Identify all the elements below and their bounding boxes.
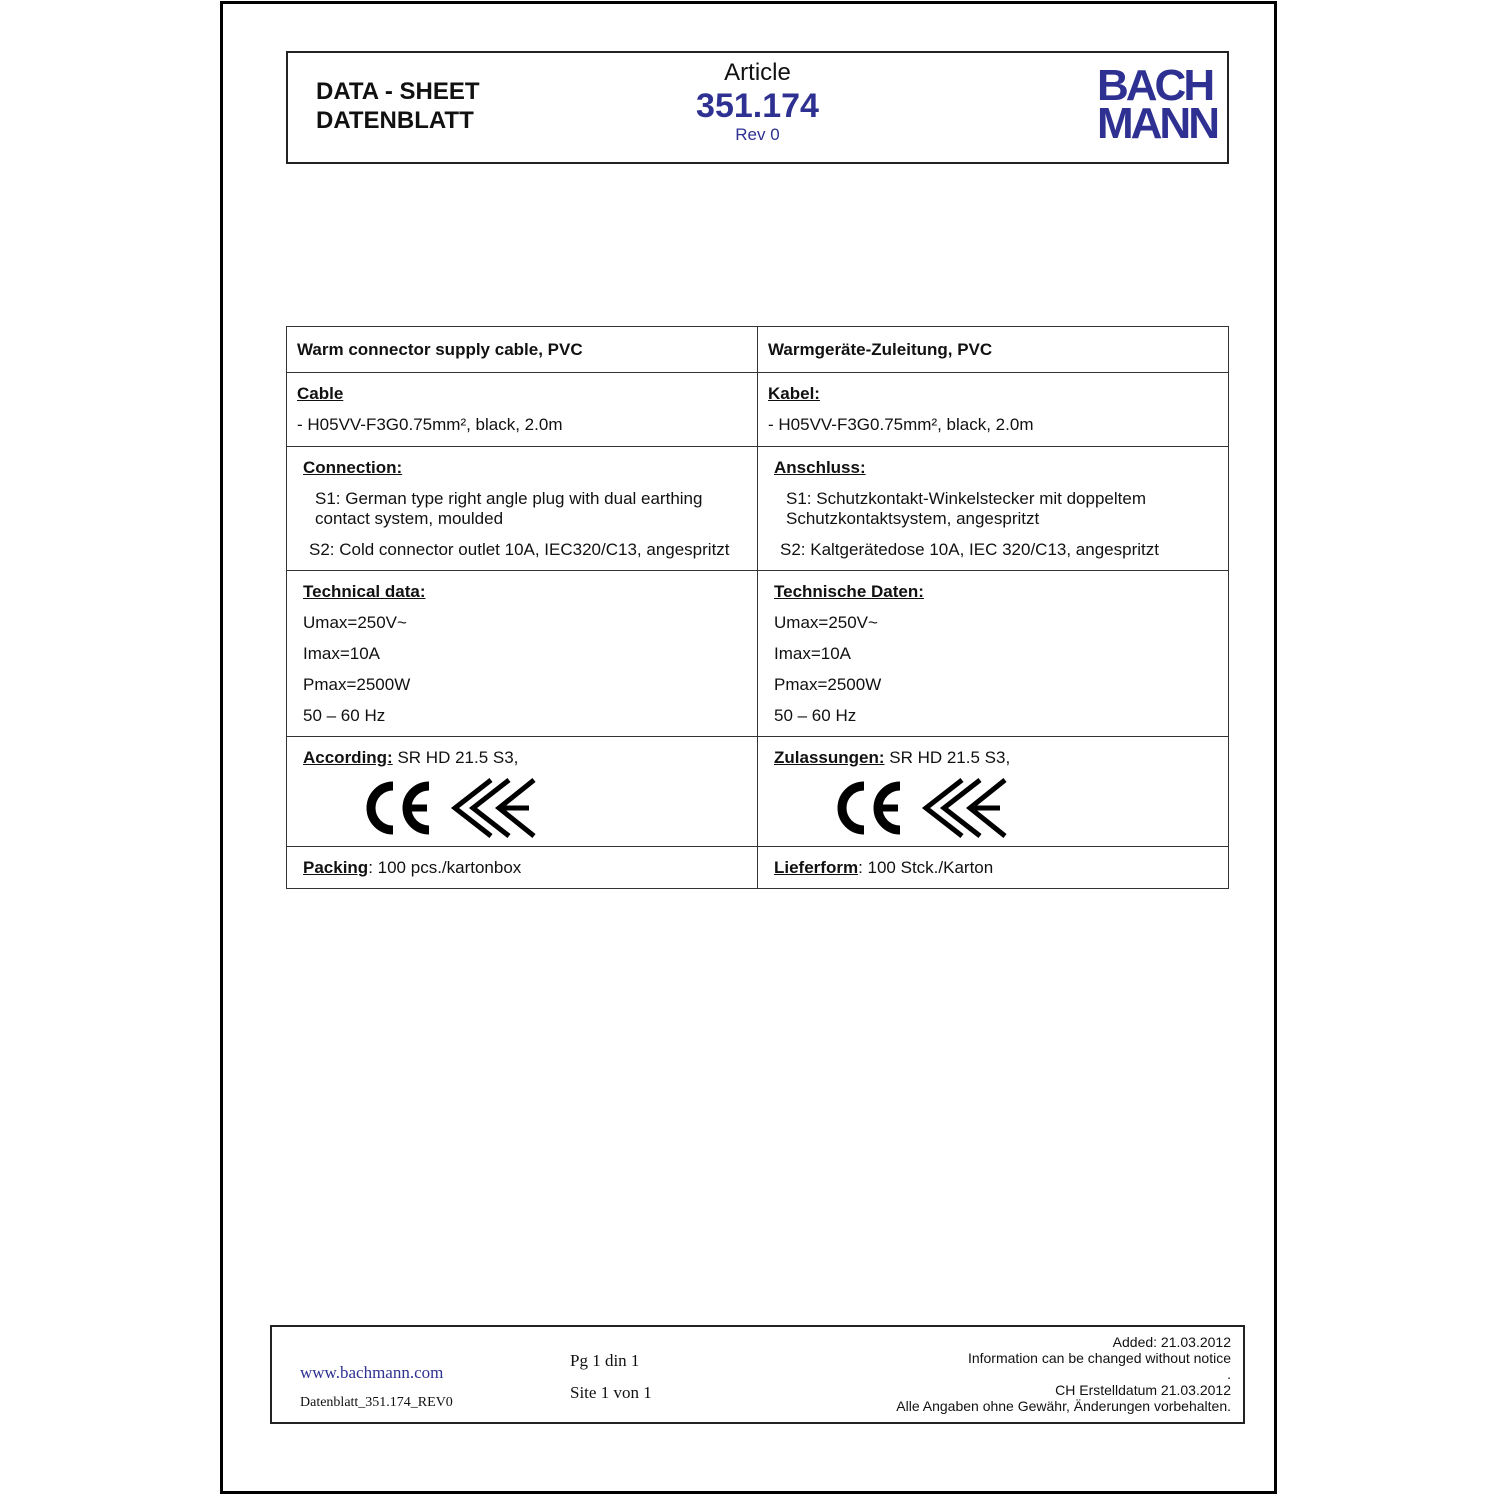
freq-de: 50 – 60 Hz	[774, 706, 857, 725]
cable-label-de: Kabel:	[768, 384, 820, 403]
cable-label-en: Cable	[297, 384, 344, 403]
cable-value-en: - H05VV-F3G0.75mm², black, 2.0m	[297, 415, 563, 434]
article-number: 351.174	[696, 87, 819, 125]
cable-value-de: - H05VV-F3G0.75mm², black, 2.0m	[768, 415, 1034, 434]
umax-de: Umax=250V~	[774, 613, 878, 632]
certification-marks-svg	[359, 778, 539, 838]
certification-marks-de	[830, 778, 1218, 838]
spec-table	[286, 326, 1229, 889]
added-date: Added: 21.03.2012	[1112, 1334, 1231, 1350]
document-footer	[270, 1325, 1245, 1424]
cable-cell-de	[758, 373, 1229, 447]
connection-label-de: Anschluss:	[774, 458, 866, 477]
notice-de: Alle Angaben ohne Gewähr, Änderungen vorbehalten.	[896, 1398, 1231, 1414]
enec-mark-icon	[926, 780, 1005, 836]
pmax-de: Pmax=2500W	[774, 675, 882, 694]
connection-s1-en: S1: German type right angle plug with dual earthing contact system, moulded	[315, 489, 703, 528]
according-row	[287, 737, 1229, 847]
certification-marks-en	[359, 778, 747, 838]
technical-label-de: Technische Daten:	[774, 582, 924, 601]
imax-de: Imax=10A	[774, 644, 852, 663]
ce-mark-icon	[371, 786, 429, 830]
doc-type-en: DATA - SHEET	[316, 78, 480, 105]
packing-row	[287, 847, 1229, 889]
packing-cell-en	[287, 847, 758, 889]
cable-row	[287, 373, 1229, 447]
connection-cell-de	[758, 447, 1229, 571]
connection-s2-en: S2: Cold connector outlet 10A, IEC320/C13, angespritzt	[309, 540, 730, 559]
packing-label-de: Lieferform	[774, 858, 859, 877]
title-de: Warmgeräte-Zuleitung, PVC	[758, 327, 1229, 373]
packing-label-en: Packing	[303, 858, 369, 877]
according-cell-en	[287, 737, 758, 847]
packing-value-de: : 100 Stck./Karton	[858, 858, 994, 877]
ce-mark-icon	[842, 786, 900, 830]
footer-notices	[896, 1334, 1231, 1414]
page-number-de: Site 1 von 1	[570, 1383, 652, 1402]
article-block	[288, 59, 1227, 148]
according-label-en: According:	[303, 748, 393, 767]
page-number-en: Pg 1 din 1	[570, 1351, 640, 1370]
logo-line-1: BACH	[1097, 61, 1213, 110]
connection-cell-en	[287, 447, 758, 571]
imax-en: Imax=10A	[303, 644, 381, 663]
connection-label-en: Connection:	[303, 458, 403, 477]
notice-dot: .	[1227, 1366, 1231, 1382]
file-name: Datenblatt_351.174_REV0	[300, 1395, 453, 1410]
logo-line-2: MANN	[1097, 99, 1217, 148]
technical-cell-de	[758, 571, 1229, 737]
enec-mark-icon	[455, 780, 534, 836]
spec-title-row	[287, 327, 1229, 373]
article-label: Article	[724, 59, 791, 86]
pmax-en: Pmax=2500W	[303, 675, 411, 694]
document-header	[286, 51, 1229, 164]
doc-type-de: DATENBLATT	[316, 107, 474, 134]
website-link[interactable]: www.bachmann.com	[300, 1363, 444, 1382]
according-cell-de	[758, 737, 1229, 847]
technical-cell-en	[287, 571, 758, 737]
according-label-de: Zulassungen:	[774, 748, 885, 767]
certification-marks-svg-de	[830, 778, 1010, 838]
connection-row	[287, 447, 1229, 571]
technical-label-en: Technical data:	[303, 582, 426, 601]
packing-value-en: : 100 pcs./kartonbox	[368, 858, 522, 877]
according-value-de: SR HD 21.5 S3,	[884, 748, 1011, 767]
technical-row	[287, 571, 1229, 737]
article-revision: Rev 0	[735, 125, 780, 144]
connection-s1-de: S1: Schutzkontakt-Winkelstecker mit doppeltem Schutzkontaktsystem, angespritzt	[786, 489, 1146, 528]
bachmann-logo	[1097, 61, 1217, 148]
title-en: Warm connector supply cable, PVC	[287, 327, 758, 373]
created-date-de: CH Erstelldatum 21.03.2012	[1055, 1382, 1231, 1398]
according-value-en: SR HD 21.5 S3,	[392, 748, 519, 767]
cable-cell-en	[287, 373, 758, 447]
packing-cell-de	[758, 847, 1229, 889]
connection-s2-de: S2: Kaltgerätedose 10A, IEC 320/C13, angespritzt	[780, 540, 1159, 559]
notice-en: Information can be changed without notice	[967, 1350, 1231, 1366]
freq-en: 50 – 60 Hz	[303, 706, 386, 725]
umax-en: Umax=250V~	[303, 613, 407, 632]
